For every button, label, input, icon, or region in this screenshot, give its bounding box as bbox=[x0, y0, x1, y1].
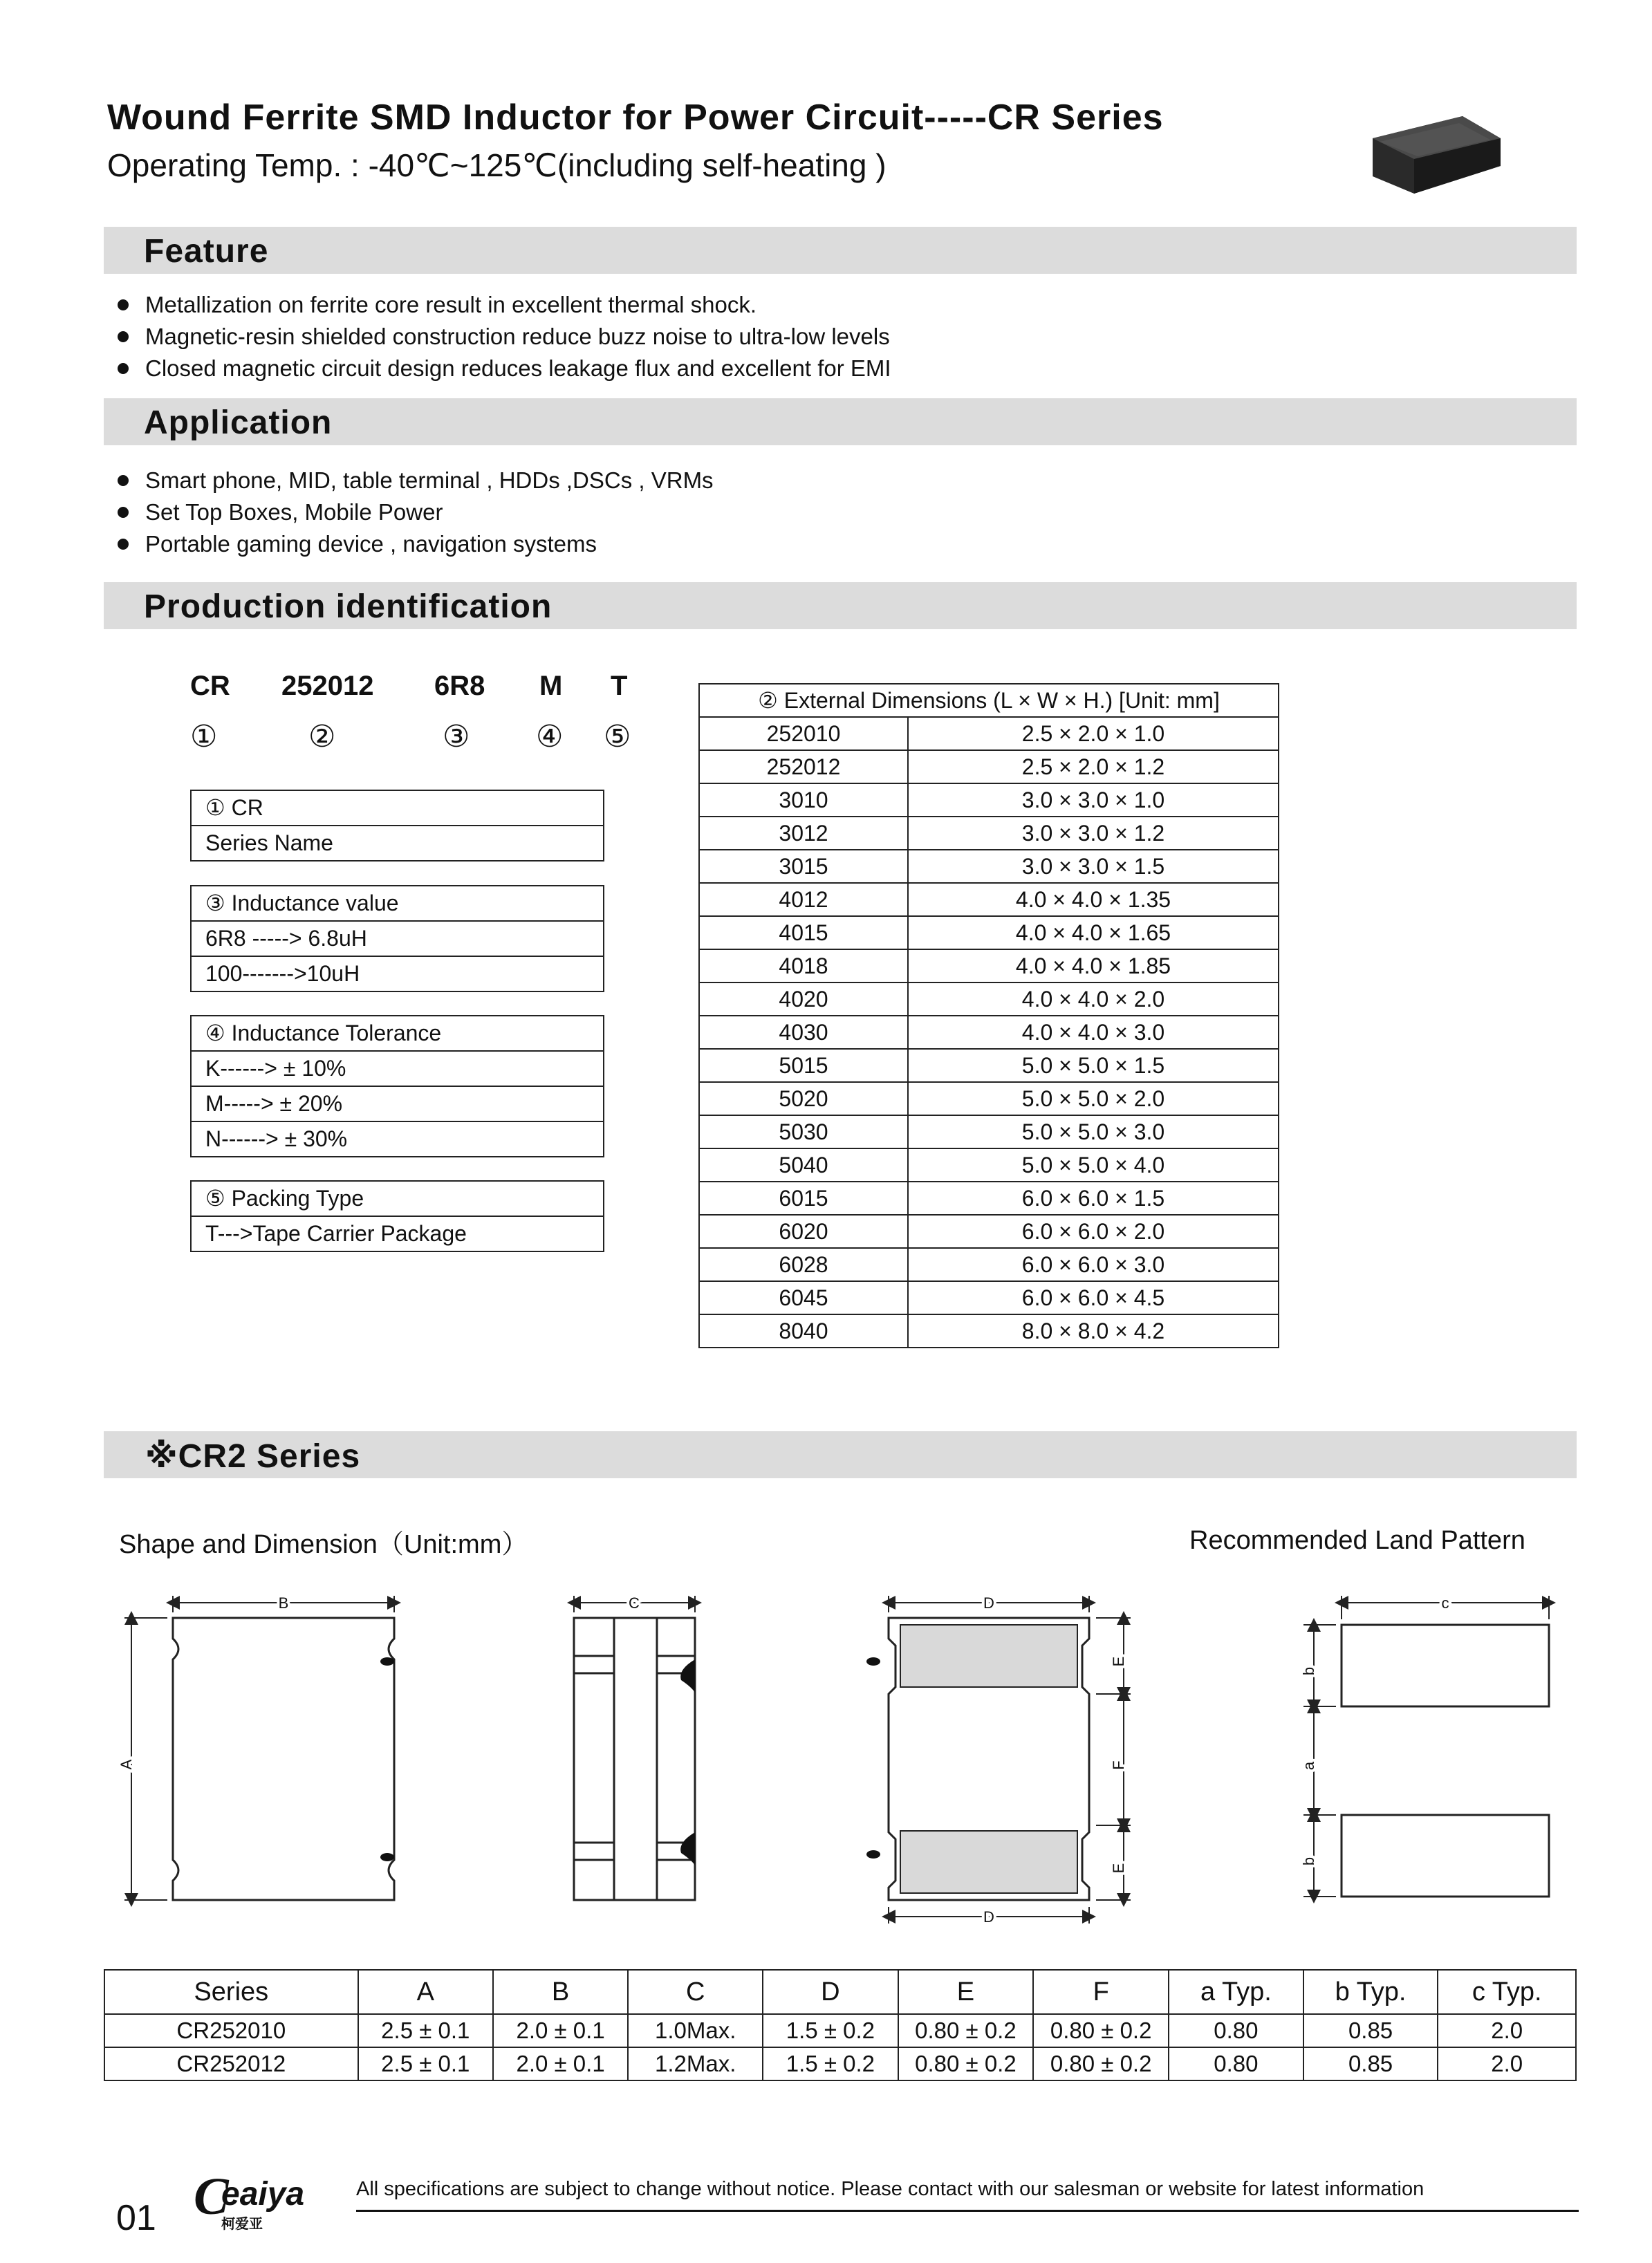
table-row bbox=[699, 1016, 1279, 1049]
table-row bbox=[699, 1082, 1279, 1115]
bullet-icon bbox=[118, 331, 129, 342]
code-number-4: ④ bbox=[536, 720, 564, 754]
bullet-icon bbox=[118, 507, 129, 518]
table-cell: 0.80 ± 0.2 bbox=[898, 2014, 1034, 2047]
application-heading: Application bbox=[144, 404, 333, 441]
dimension-value: 6.0 × 6.0 × 3.0 bbox=[908, 1248, 1279, 1281]
cr2-heading: ※CR2 Series bbox=[145, 1438, 361, 1475]
dimension-value: 5.0 × 5.0 × 4.0 bbox=[908, 1148, 1279, 1182]
code-number-1: ① bbox=[190, 720, 218, 754]
dimension-code: 4018 bbox=[699, 949, 908, 983]
column-header: E bbox=[898, 1970, 1034, 2014]
packing-type-box: ⑤ Packing Type T--->Tape Carrier Package bbox=[190, 1180, 604, 1252]
table-cell: 1.0Max. bbox=[628, 2014, 763, 2047]
column-header: b Typ. bbox=[1303, 1970, 1438, 2014]
dimension-code: 4015 bbox=[699, 916, 908, 949]
table-row bbox=[699, 717, 1279, 750]
dimension-code: 5015 bbox=[699, 1049, 908, 1082]
table-row bbox=[699, 1049, 1279, 1082]
label-d-bottom: D bbox=[983, 1908, 994, 1926]
dimension-value: 4.0 × 4.0 × 2.0 bbox=[908, 983, 1279, 1016]
list-item: Metallization on ferrite core result in excellent thermal shock. bbox=[118, 289, 891, 321]
code-part-inductance: 6R8 bbox=[434, 671, 485, 701]
dimension-code: 6015 bbox=[699, 1182, 908, 1215]
table-row bbox=[699, 817, 1279, 850]
bullet-icon bbox=[118, 475, 129, 486]
table-cell: CR252010 bbox=[104, 2014, 358, 2047]
table-header-row bbox=[104, 1970, 1576, 2014]
dimension-value: 8.0 × 8.0 × 4.2 bbox=[908, 1314, 1279, 1348]
table-cell: 1.2Max. bbox=[628, 2047, 763, 2080]
table-cell: 2.5 ± 0.1 bbox=[358, 2014, 493, 2047]
table-cell: 1.5 ± 0.2 bbox=[763, 2047, 898, 2080]
dimension-value: 6.0 × 6.0 × 4.5 bbox=[908, 1281, 1279, 1314]
code-part-packing: T bbox=[611, 671, 628, 701]
table-cell: CR252012 bbox=[104, 2047, 358, 2080]
table-row bbox=[699, 916, 1279, 949]
table-cell: 2.0 ± 0.1 bbox=[493, 2014, 628, 2047]
feature-list bbox=[118, 289, 891, 384]
code-part-series: CR bbox=[190, 671, 230, 701]
dimension-code: 4020 bbox=[699, 983, 908, 1016]
dimension-code: 6020 bbox=[699, 1215, 908, 1248]
label-b-land-top: b bbox=[1300, 1666, 1317, 1676]
table-cell: 0.85 bbox=[1303, 2014, 1438, 2047]
table-row bbox=[699, 1314, 1279, 1348]
list-item: Closed magnetic circuit design reduces leakage flux and excellent for EMI bbox=[118, 353, 891, 384]
table-cell: 2.0 bbox=[1438, 2014, 1576, 2047]
code-part-tolerance: M bbox=[539, 671, 563, 701]
list-item: Magnetic-resin shielded construction reduce buzz noise to ultra-low levels bbox=[118, 321, 891, 353]
column-header: a Typ. bbox=[1169, 1970, 1303, 2014]
dimension-code: 4030 bbox=[699, 1016, 908, 1049]
table-cell: 2.0 ± 0.1 bbox=[493, 2047, 628, 2080]
table-cell: 1.5 ± 0.2 bbox=[763, 2014, 898, 2047]
code-number-3: ③ bbox=[443, 720, 470, 754]
table-row bbox=[699, 883, 1279, 916]
dimension-code: 5040 bbox=[699, 1148, 908, 1182]
footer-notice: All specifications are subject to change without notice. Please contact with our salesman or website for latest information bbox=[356, 2178, 1424, 2200]
dimension-value: 4.0 × 4.0 × 1.65 bbox=[908, 916, 1279, 949]
column-header: c Typ. bbox=[1438, 1970, 1576, 2014]
dimension-code: 252012 bbox=[699, 750, 908, 783]
inductor-photo bbox=[1359, 111, 1511, 207]
table-row bbox=[699, 1115, 1279, 1148]
dimension-code: 6045 bbox=[699, 1281, 908, 1314]
top-view-drawing bbox=[124, 1596, 394, 1900]
dimensions-header: ② External Dimensions (L × W × H.) [Unit: mm] bbox=[699, 684, 1279, 717]
brand-logo bbox=[194, 2168, 332, 2232]
label-e-top: E bbox=[1110, 1656, 1127, 1667]
table-cell: 0.80 ± 0.2 bbox=[1033, 2047, 1169, 2080]
list-item: Smart phone, MID, table terminal , HDDs ,DSCs , VRMs bbox=[118, 465, 714, 496]
dimension-code: 252010 bbox=[699, 717, 908, 750]
dimension-code: 3012 bbox=[699, 817, 908, 850]
dimension-drawings bbox=[104, 1570, 1577, 1957]
table-row bbox=[104, 2014, 1576, 2047]
cr2-section-bar bbox=[104, 1431, 1577, 1478]
dimension-value: 5.0 × 5.0 × 2.0 bbox=[908, 1082, 1279, 1115]
column-header: C bbox=[628, 1970, 763, 2014]
code-number-2: ② bbox=[308, 720, 336, 754]
dimension-value: 6.0 × 6.0 × 2.0 bbox=[908, 1215, 1279, 1248]
table-row bbox=[699, 750, 1279, 783]
code-part-size: 252012 bbox=[281, 671, 374, 701]
column-header: A bbox=[358, 1970, 493, 2014]
table-row bbox=[699, 850, 1279, 883]
inductance-value-box: ③ Inductance value 6R8 -----> 6.8uH 100------->10uH bbox=[190, 885, 604, 992]
table-cell: 0.80 bbox=[1169, 2014, 1303, 2047]
table-cell: 0.80 bbox=[1169, 2047, 1303, 2080]
label-e-bottom: E bbox=[1110, 1863, 1127, 1874]
table-row bbox=[699, 1148, 1279, 1182]
dimension-code: 8040 bbox=[699, 1314, 908, 1348]
dimension-value: 4.0 × 4.0 × 1.35 bbox=[908, 883, 1279, 916]
side-view-drawing bbox=[574, 1596, 695, 1900]
label-c: C bbox=[629, 1594, 640, 1612]
series-name-box: ① CR Series Name bbox=[190, 790, 604, 862]
page-number: 01 bbox=[116, 2198, 156, 2238]
brand-name-cn: 柯爱亚 bbox=[221, 2217, 263, 2232]
label-d-top: D bbox=[983, 1594, 994, 1612]
list-item: Set Top Boxes, Mobile Power bbox=[118, 496, 714, 528]
bullet-icon bbox=[118, 299, 129, 310]
brand-mark: C bbox=[194, 2168, 229, 2226]
feature-heading: Feature bbox=[144, 233, 269, 270]
table-cell: 2.5 ± 0.1 bbox=[358, 2047, 493, 2080]
dimension-value: 2.5 × 2.0 × 1.0 bbox=[908, 717, 1279, 750]
table-row bbox=[699, 1248, 1279, 1281]
table-row bbox=[699, 1182, 1279, 1215]
dimension-value: 3.0 × 3.0 × 1.2 bbox=[908, 817, 1279, 850]
dimension-value: 4.0 × 4.0 × 1.85 bbox=[908, 949, 1279, 983]
shape-caption: Shape and Dimension（Unit:mm） bbox=[119, 1530, 528, 1559]
code-number-5: ⑤ bbox=[604, 720, 631, 754]
table-cell: 0.85 bbox=[1303, 2047, 1438, 2080]
table-cell: 2.0 bbox=[1438, 2047, 1576, 2080]
label-b: B bbox=[278, 1594, 289, 1612]
dimension-code: 5020 bbox=[699, 1082, 908, 1115]
label-a: A bbox=[118, 1759, 135, 1770]
feature-section-bar bbox=[104, 227, 1577, 274]
dimension-code: 6028 bbox=[699, 1248, 908, 1281]
dimension-value: 5.0 × 5.0 × 3.0 bbox=[908, 1115, 1279, 1148]
table-cell: 0.80 ± 0.2 bbox=[898, 2047, 1034, 2080]
list-item: Portable gaming device , navigation systems bbox=[118, 528, 714, 560]
column-header: F bbox=[1033, 1970, 1169, 2014]
column-header: D bbox=[763, 1970, 898, 2014]
table-row bbox=[699, 1215, 1279, 1248]
operating-temp: Operating Temp. : -40℃~125℃(including self-heating ) bbox=[107, 147, 887, 183]
dimension-code: 3015 bbox=[699, 850, 908, 883]
land-pattern-drawing bbox=[1303, 1596, 1549, 1897]
label-f: F bbox=[1110, 1760, 1127, 1770]
land-pattern-caption: Recommended Land Pattern bbox=[1189, 1526, 1525, 1555]
table-row bbox=[699, 983, 1279, 1016]
dimension-value: 2.5 × 2.0 × 1.2 bbox=[908, 750, 1279, 783]
dimension-value: 3.0 × 3.0 × 1.0 bbox=[908, 783, 1279, 817]
external-dimensions-table bbox=[698, 683, 1279, 1348]
label-b-land-bottom: b bbox=[1300, 1856, 1317, 1866]
table-row bbox=[699, 783, 1279, 817]
production-heading: Production identification bbox=[144, 588, 553, 625]
table-row bbox=[699, 1281, 1279, 1314]
dimension-code: 4012 bbox=[699, 883, 908, 916]
dimension-code: 3010 bbox=[699, 783, 908, 817]
bullet-icon bbox=[118, 539, 129, 550]
dimension-value: 6.0 × 6.0 × 1.5 bbox=[908, 1182, 1279, 1215]
application-section-bar bbox=[104, 398, 1577, 445]
label-c-land: c bbox=[1441, 1594, 1449, 1612]
dimension-value: 5.0 × 5.0 × 1.5 bbox=[908, 1049, 1279, 1082]
dimension-code: 5030 bbox=[699, 1115, 908, 1148]
production-section-bar bbox=[104, 582, 1577, 629]
label-a-land: a bbox=[1300, 1761, 1317, 1771]
brand-name: eaiya bbox=[221, 2176, 305, 2213]
footer-divider bbox=[356, 2210, 1579, 2212]
table-cell: 0.80 ± 0.2 bbox=[1033, 2014, 1169, 2047]
dimension-value: 3.0 × 3.0 × 1.5 bbox=[908, 850, 1279, 883]
bullet-icon bbox=[118, 363, 129, 374]
application-list bbox=[118, 465, 714, 560]
table-row bbox=[699, 949, 1279, 983]
dimension-value: 4.0 × 4.0 × 3.0 bbox=[908, 1016, 1279, 1049]
column-header: B bbox=[493, 1970, 628, 2014]
page-title: Wound Ferrite SMD Inductor for Power Circuit-----CR Series bbox=[107, 97, 1164, 138]
table-row bbox=[104, 2047, 1576, 2080]
column-header: Series bbox=[104, 1970, 358, 2014]
cr2-spec-table bbox=[104, 1969, 1577, 2081]
inductance-tolerance-box: ④ Inductance Tolerance K------> ± 10% M-----> ± 20% N------> ± 30% bbox=[190, 1015, 604, 1157]
